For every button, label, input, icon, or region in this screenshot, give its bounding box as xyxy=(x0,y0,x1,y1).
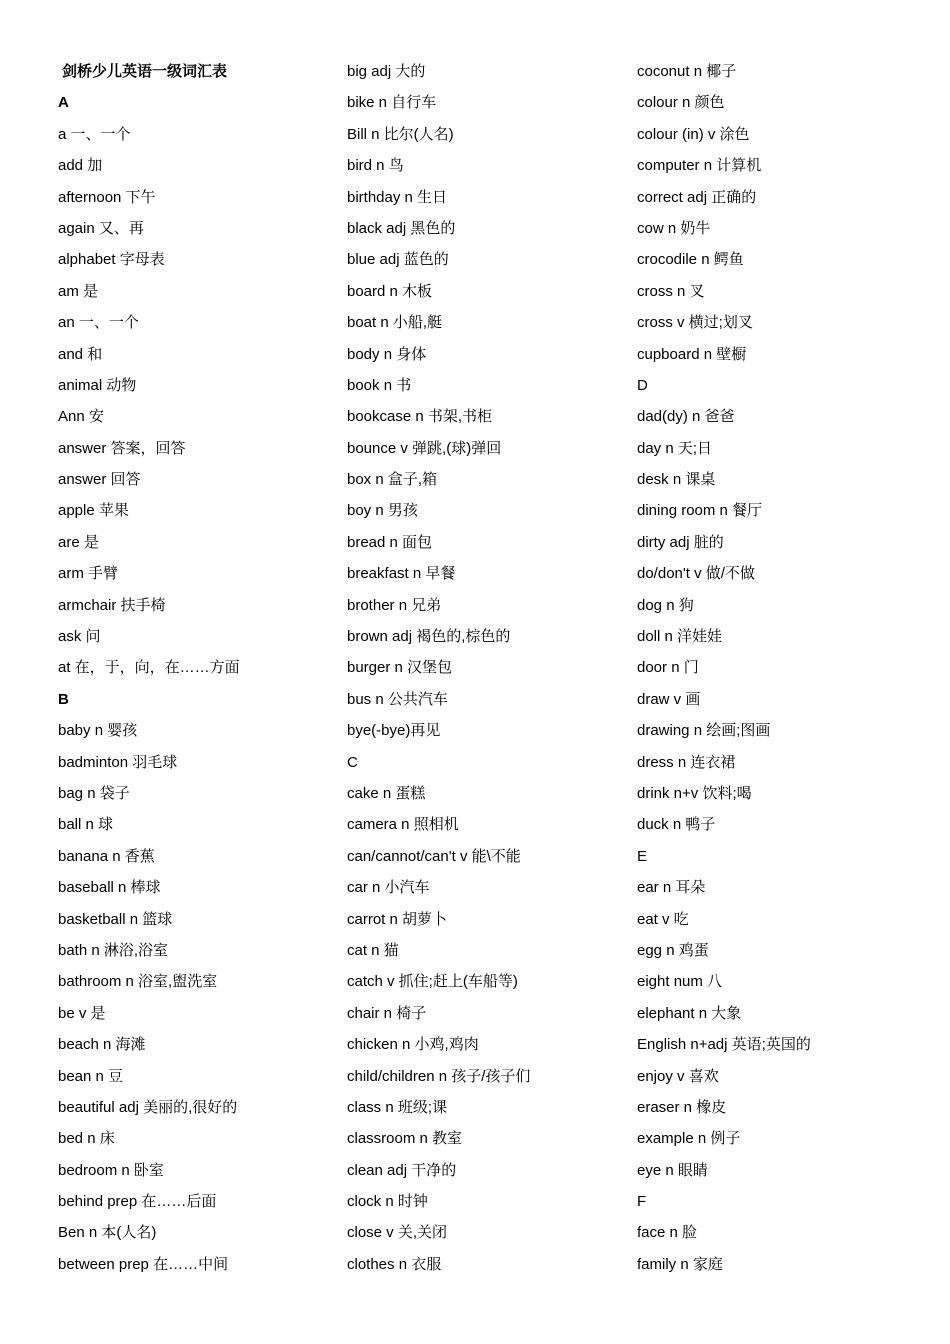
vocab-entry: Ben n 本(人名) xyxy=(58,1224,157,1242)
vocab-entry: big adj 大的 xyxy=(347,63,426,80)
vocab-entry: bed n 床 xyxy=(58,1130,115,1148)
vocab-entry: colour n 颜色 xyxy=(637,94,725,112)
vocab-entry: child/children n 孩子/孩子们 xyxy=(347,1067,531,1085)
vocab-entry: answer 回答 xyxy=(58,471,141,489)
vocab-entry: elephant n 大象 xyxy=(637,1004,742,1022)
vocab-entry: carrot n 胡萝卜 xyxy=(347,910,448,928)
vocab-entry: an 一、一个 xyxy=(58,314,139,332)
vocab-entry: day n 天;日 xyxy=(637,439,713,457)
vocab-entry: bean n 豆 xyxy=(58,1067,124,1085)
vocab-entry: cross v 横过;划叉 xyxy=(637,314,753,332)
vocab-entry: box n 盒子,箱 xyxy=(347,471,438,489)
word-column-3 xyxy=(637,56,927,1280)
vocab-entry: catch v 抓住;赶上(车船等) xyxy=(347,973,518,991)
vocab-entry: desk n 课桌 xyxy=(637,471,716,489)
vocab-entry: afternoon 下午 xyxy=(58,188,156,206)
word-column-1 xyxy=(58,56,328,1280)
vocab-entry: computer n 计算机 xyxy=(637,157,762,175)
vocab-entry: chicken n 小鸡,鸡肉 xyxy=(347,1036,479,1054)
vocab-entry: a 一、一个 xyxy=(58,125,131,143)
vocab-entry: bus n 公共汽车 xyxy=(347,690,448,708)
vocab-entry: baby n 婴孩 xyxy=(58,722,138,740)
vocab-entry: eye n 眼睛 xyxy=(637,1161,708,1179)
vocab-entry: body n 身体 xyxy=(347,345,427,363)
vocab-entry: clean adj 干净的 xyxy=(347,1161,457,1179)
vocab-entry: E xyxy=(637,847,648,865)
vocab-entry: coconut n 椰子 xyxy=(637,63,737,80)
vocab-entry: badminton 羽毛球 xyxy=(58,753,178,771)
vocab-entry: be v 是 xyxy=(58,1004,106,1022)
vocab-entry: blue adj 蓝色的 xyxy=(347,251,449,269)
vocab-entry: D xyxy=(637,376,648,394)
vocab-entry: board n 木板 xyxy=(347,282,433,300)
vocab-entry: draw v 画 xyxy=(637,690,701,708)
vocab-entry: between prep 在……中间 xyxy=(58,1255,229,1273)
vocab-entry: cow n 奶牛 xyxy=(637,219,711,237)
vocab-entry: can/cannot/can't v 能\不能 xyxy=(347,847,521,865)
vocab-entry: example n 例子 xyxy=(637,1130,741,1148)
vocab-entry: armchair 扶手椅 xyxy=(58,596,166,614)
vocab-entry: brown adj 褐色的,棕色的 xyxy=(347,628,511,646)
vocab-entry: clothes n 衣服 xyxy=(347,1255,442,1273)
vocab-entry: family n 家庭 xyxy=(637,1255,723,1273)
vocab-entry: crocodile n 鳄鱼 xyxy=(637,251,744,269)
vocab-entry: apple 苹果 xyxy=(58,502,129,520)
vocab-entry: add 加 xyxy=(58,157,103,175)
vocab-entry: at 在，于，向，在……方面 xyxy=(58,659,240,677)
vocab-entry: again 又、再 xyxy=(58,219,144,237)
vocab-entry: banana n 香蕉 xyxy=(58,847,155,865)
vocab-entry: bathroom n 浴室,盥洗室 xyxy=(58,973,218,991)
vocab-entry: car n 小汽车 xyxy=(347,879,430,897)
vocab-entry: English n+adj 英语;英国的 xyxy=(637,1036,811,1054)
vocab-entry: door n 门 xyxy=(637,659,699,677)
vocab-entry: bath n 淋浴,浴室 xyxy=(58,941,169,959)
vocab-entry: bread n 面包 xyxy=(347,533,433,551)
vocab-entry: dining room n 餐厅 xyxy=(637,502,763,520)
vocab-entry: chair n 椅子 xyxy=(347,1004,427,1022)
vocab-entry: burger n 汉堡包 xyxy=(347,659,453,677)
vocab-entry: animal 动物 xyxy=(58,376,137,394)
vocab-entry: drink n+v 饮料;喝 xyxy=(637,784,752,802)
vocab-entry: are 是 xyxy=(58,533,99,551)
vocab-entry: ear n 耳朵 xyxy=(637,879,706,897)
vocab-entry: basketball n 篮球 xyxy=(58,910,173,928)
vocab-entry: alphabet 字母表 xyxy=(58,251,165,269)
vocab-entry: Ann 安 xyxy=(58,408,104,426)
vocab-entry: class n 班级;课 xyxy=(347,1098,448,1116)
vocab-entry: bird n 鸟 xyxy=(347,157,404,175)
vocab-entry: bye(-bye)再见 xyxy=(347,722,441,740)
vocab-entry: Bill n 比尔(人名) xyxy=(347,125,454,143)
vocab-entry: birthday n 生日 xyxy=(347,188,448,206)
vocab-entry: eraser n 橡皮 xyxy=(637,1098,727,1116)
vocab-entry: cake n 蛋糕 xyxy=(347,784,426,802)
letter-heading: B xyxy=(58,690,69,708)
vocab-entry: cross n 叉 xyxy=(637,282,705,300)
vocab-entry: bookcase n 书架,书柜 xyxy=(347,408,493,426)
vocab-entry: egg n 鸡蛋 xyxy=(637,941,709,959)
vocab-entry: C xyxy=(347,753,358,771)
vocab-entry: behind prep 在……后面 xyxy=(58,1193,217,1211)
vocab-entry: clock n 时钟 xyxy=(347,1193,428,1211)
vocab-entry: F xyxy=(637,1193,647,1211)
vocab-entry: dog n 狗 xyxy=(637,596,694,614)
vocab-entry: ball n 球 xyxy=(58,816,114,834)
vocab-entry: boy n 男孩 xyxy=(347,502,418,520)
vocab-entry: bike n 自行车 xyxy=(347,94,437,112)
vocab-entry: doll n 洋娃娃 xyxy=(637,628,723,646)
vocab-entry: correct adj 正确的 xyxy=(637,188,757,206)
vocab-entry: beach n 海滩 xyxy=(58,1036,146,1054)
word-column-2 xyxy=(347,56,617,1280)
vocab-entry: bedroom n 卧室 xyxy=(58,1161,164,1179)
vocab-entry: answer 答案，回答 xyxy=(58,439,186,457)
page-title: 剑桥少儿英语一级词汇表 xyxy=(62,63,228,80)
vocab-entry: camera n 照相机 xyxy=(347,816,459,834)
vocab-entry: do/don't v 做/不做 xyxy=(637,565,755,583)
vocab-entry: book n 书 xyxy=(347,376,412,394)
vocab-entry: am 是 xyxy=(58,282,99,300)
vocab-entry: breakfast n 早餐 xyxy=(347,565,456,583)
vocab-entry: enjoy v 喜欢 xyxy=(637,1067,719,1085)
vocab-entry: arm 手臂 xyxy=(58,565,119,583)
vocab-entry: eat v 吃 xyxy=(637,910,689,928)
vocab-entry: colour (in) v 涂色 xyxy=(637,125,750,143)
vocab-entry: ask 问 xyxy=(58,628,101,646)
vocab-entry: cupboard n 壁橱 xyxy=(637,345,747,363)
vocab-entry: black adj 黑色的 xyxy=(347,219,456,237)
vocab-entry: drawing n 绘画;图画 xyxy=(637,722,771,740)
vocab-entry: bag n 袋子 xyxy=(58,784,130,802)
vocab-entry: close v 关,关闭 xyxy=(347,1224,448,1242)
vocab-entry: dirty adj 脏的 xyxy=(637,533,724,551)
letter-heading: A xyxy=(58,94,69,112)
vocab-entry: face n 脸 xyxy=(637,1224,698,1242)
vocab-entry: dress n 连衣裙 xyxy=(637,753,736,771)
vocab-entry: cat n 猫 xyxy=(347,941,399,959)
vocab-entry: duck n 鸭子 xyxy=(637,816,716,834)
vocab-entry: brother n 兄弟 xyxy=(347,596,442,614)
vocab-entry: and 和 xyxy=(58,345,103,363)
vocab-entry: eight num 八 xyxy=(637,973,723,991)
vocab-entry: dad(dy) n 爸爸 xyxy=(637,408,735,426)
vocab-entry: bounce v 弹跳,(球)弹回 xyxy=(347,439,502,457)
vocab-entry: beautiful adj 美丽的,很好的 xyxy=(58,1098,238,1116)
vocab-entry: baseball n 棒球 xyxy=(58,879,161,897)
vocab-entry: boat n 小船,艇 xyxy=(347,314,443,332)
vocab-entry: classroom n 教室 xyxy=(347,1130,463,1148)
